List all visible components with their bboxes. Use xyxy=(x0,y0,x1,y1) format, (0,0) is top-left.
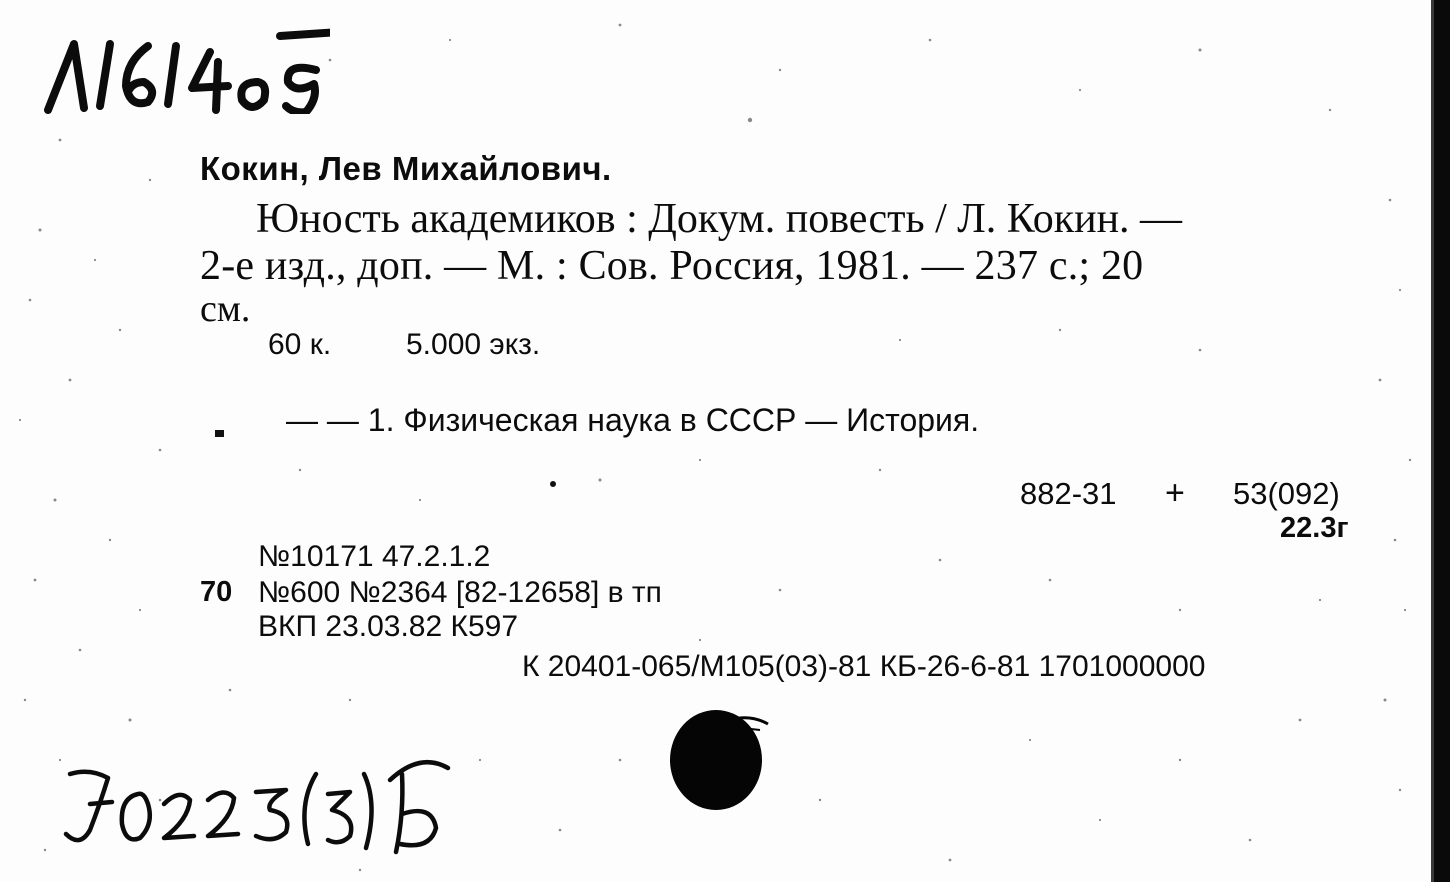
punched-hole xyxy=(660,700,780,820)
udc-plus: + xyxy=(1165,474,1185,512)
size-statement: см. xyxy=(200,288,251,330)
udc-number: 882-31 xyxy=(1020,476,1117,511)
order-prefix: 70 xyxy=(200,576,233,608)
edition-imprint: 2-е изд., доп. — М. : Сов. Россия, 1981. — 237 с.; 20 xyxy=(200,243,1144,289)
subject-heading: — — 1. Физическая наука в СССР — История. xyxy=(286,402,980,438)
catalog-code-line: К 20401-065/М105(03)-81 КБ-26-6-81 1701000000 xyxy=(522,650,1206,683)
card-edge xyxy=(1434,0,1450,882)
bbk-index: 22.3г xyxy=(1280,512,1349,544)
vkp-line: ВКП 23.03.82 К597 xyxy=(258,610,519,643)
card-number: №10171 47.2.1.2 xyxy=(258,540,491,573)
print-run: 5.000 экз. xyxy=(406,328,541,361)
title-statement: Юность академиков : Докум. повесть / Л. Кокин. — xyxy=(256,196,1183,242)
handwritten-inventory-number xyxy=(40,22,330,114)
order-numbers: №600 №2364 [82-12658] в тп xyxy=(258,576,662,609)
handwritten-shelf-number xyxy=(60,744,460,864)
inventory-number xyxy=(40,22,330,114)
udc-secondary: 53(092) xyxy=(1233,476,1340,511)
shelf-number xyxy=(60,744,460,864)
author-heading: Кокин, Лев Михайлович. xyxy=(200,150,612,187)
price: 60 к. xyxy=(268,328,332,361)
